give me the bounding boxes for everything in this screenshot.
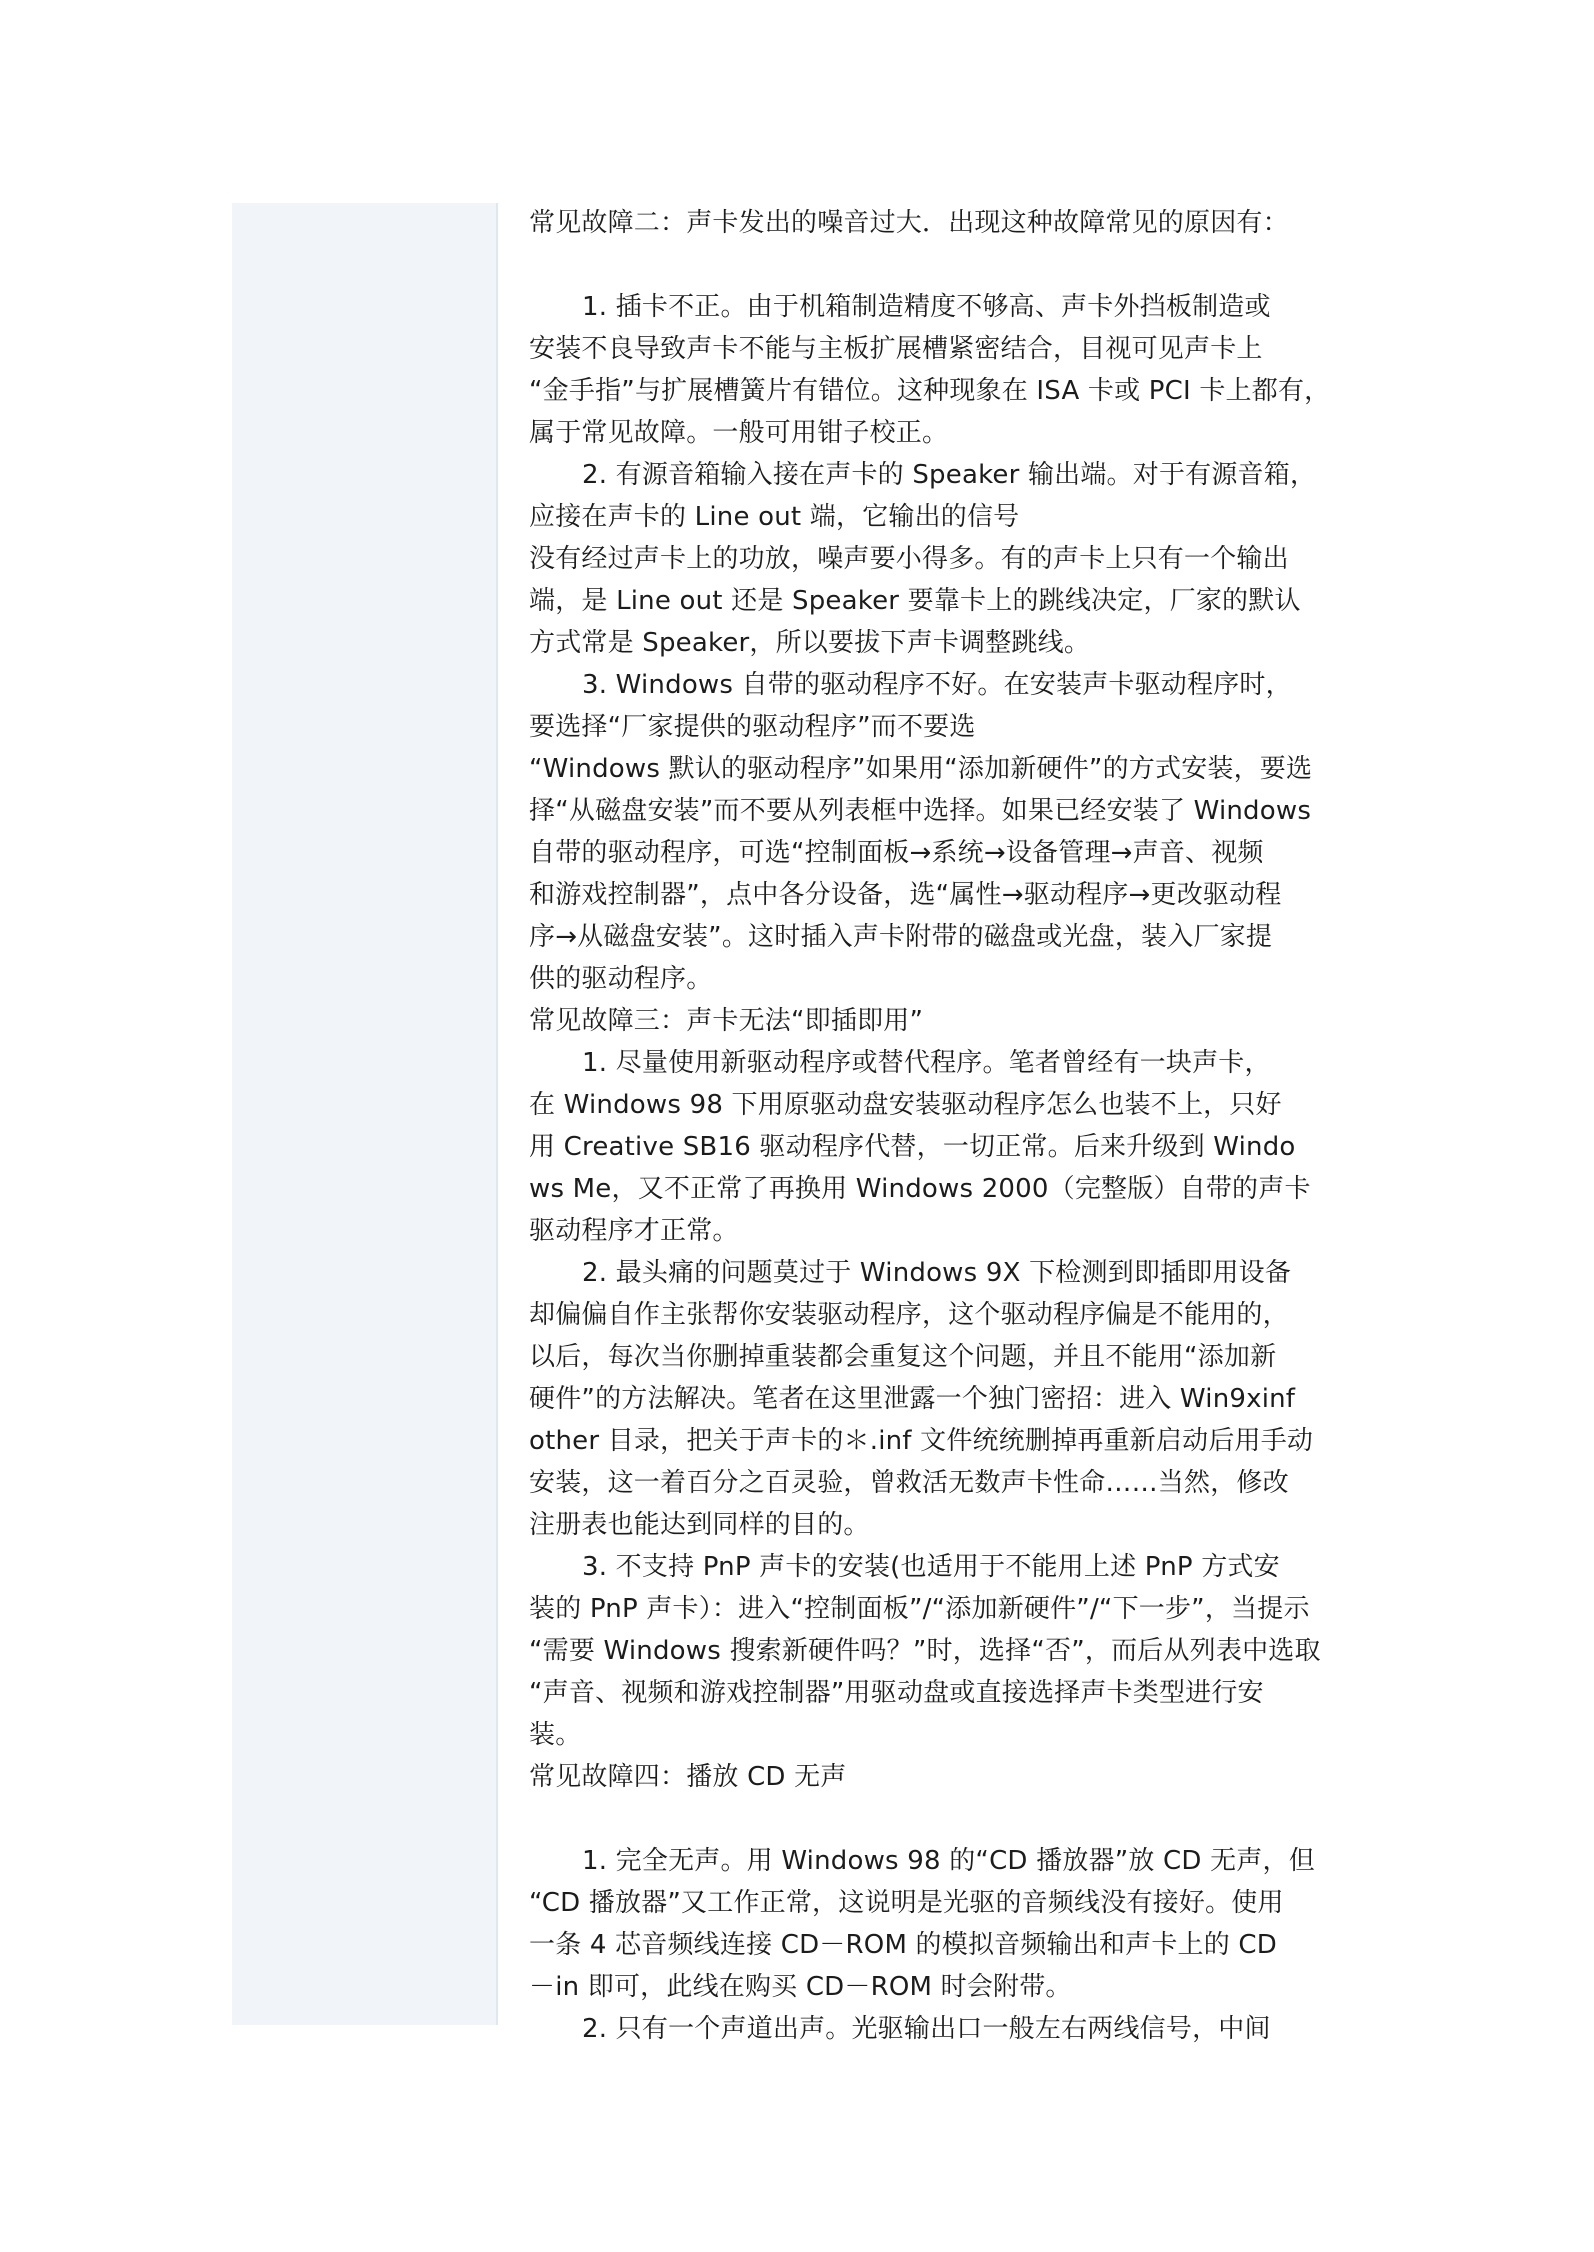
- section-heading: 常见故障二：声卡发出的噪音过大．出现这种故障常见的原因有：: [529, 208, 1289, 238]
- paragraph-line: 方式常是 Speaker，所以要拔下声卡调整跳线。: [529, 628, 1091, 658]
- paragraph-line: 用 Creative SB16 驱动程序代替，一切正常。后来升级到 Windo: [529, 1132, 1296, 1162]
- paragraph-line: 端，是 Line out 还是 Speaker 要靠卡上的跳线决定，厂家的默认: [529, 586, 1301, 616]
- column-divider: [496, 203, 498, 2025]
- paragraph-line: 择“从磁盘安装”而不要从列表框中选择。如果已经安装了 Windows: [529, 796, 1312, 826]
- paragraph-line: 1. 完全无声。用 Windows 98 的“CD 播放器”放 CD 无声，但: [582, 1846, 1315, 1876]
- paragraph-line: 硬件”的方法解决。笔者在这里泄露一个独门密招：进入 Win9xinf: [529, 1384, 1296, 1414]
- paragraph-line: other 目录，把关于声卡的＊.inf 文件统统删掉再重新启动后用手动: [529, 1426, 1314, 1456]
- paragraph-line: －in 即可，此线在购买 CD－ROM 时会附带。: [529, 1972, 1072, 2002]
- paragraph-line: “声音、视频和游戏控制器”用驱动盘或直接选择声卡类型进行安: [529, 1678, 1264, 1708]
- paragraph-line: 一条 4 芯音频线连接 CD－ROM 的模拟音频输出和声卡上的 CD: [529, 1930, 1277, 1960]
- paragraph-line: 3. 不支持 PnP 声卡的安装(也适用于不能用上述 PnP 方式安: [582, 1552, 1280, 1582]
- paragraph-line: 注册表也能达到同样的目的。: [529, 1510, 870, 1540]
- paragraph-line: 安装不良导致声卡不能与主板扩展槽紧密结合，目视可见声卡上: [529, 334, 1263, 364]
- paragraph-line: 3. Windows 自带的驱动程序不好。在安装声卡驱动程序时，: [582, 670, 1292, 700]
- paragraph-line: 供的驱动程序。: [529, 964, 713, 994]
- paragraph-line: 装。: [529, 1720, 582, 1750]
- section-heading: 常见故障四：播放 CD 无声: [529, 1762, 847, 1792]
- paragraph-line: 装的 PnP 声卡）：进入“控制面板”/“添加新硬件”/“下一步”，当提示: [529, 1594, 1310, 1624]
- paragraph-line: 2. 有源音箱输入接在声卡的 Speaker 输出端。对于有源音箱，: [582, 460, 1317, 490]
- paragraph-line: “需要 Windows 搜索新硬件吗？”时，选择“否”，而后从列表中选取: [529, 1636, 1321, 1666]
- paragraph-line: ws Me，又不正常了再换用 Windows 2000（完整版）自带的声卡: [529, 1174, 1311, 1204]
- paragraph-line: 驱动程序才正常。: [529, 1216, 739, 1246]
- paragraph-line: 和游戏控制器”，点中各分设备，选“属性→驱动程序→更改驱动程: [529, 880, 1282, 910]
- paragraph-line: 属于常见故障。一般可用钳子校正。: [529, 418, 949, 448]
- paragraph-line: 以后，每次当你删掉重装都会重复这个问题，并且不能用“添加新: [529, 1342, 1277, 1372]
- paragraph-line: “Windows 默认的驱动程序”如果用“添加新硬件”的方式安装，要选: [529, 754, 1313, 784]
- paragraph-line: “CD 播放器”又工作正常，这说明是光驱的音频线没有接好。使用: [529, 1888, 1284, 1918]
- paragraph-line: 在 Windows 98 下用原驱动盘安装驱动程序怎么也装不上，只好: [529, 1090, 1282, 1120]
- article-body: [529, 203, 1349, 2044]
- paragraph-line: 没有经过声卡上的功放，噪声要小得多。有的声卡上只有一个输出: [529, 544, 1289, 574]
- paragraph-line: 1. 尽量使用新驱动程序或替代程序。笔者曾经有一块声卡，: [582, 1048, 1271, 1078]
- paragraph-line: 应接在声卡的 Line out 端，它输出的信号: [529, 502, 1020, 532]
- paragraph-line: 自带的驱动程序，可选“控制面板→系统→设备管理→声音、视频: [529, 838, 1264, 868]
- paragraph-line: 2. 只有一个声道出声。光驱输出口一般左右两线信号，中间: [582, 2014, 1271, 2044]
- paragraph-line: 序→从磁盘安装”。这时插入声卡附带的磁盘或光盘，装入厂家提: [529, 922, 1273, 952]
- left-sidebar-panel: [232, 203, 496, 2025]
- section-heading: 常见故障三：声卡无法“即插即用”: [529, 1006, 924, 1036]
- paragraph-line: 安装，这一着百分之百灵验，曾救活无数声卡性命……当然，修改: [529, 1468, 1289, 1498]
- paragraph-line: 2. 最头痛的问题莫过于 Windows 9X 下检测到即插即用设备: [582, 1258, 1292, 1288]
- paragraph-line: 要选择“厂家提供的驱动程序”而不要选: [529, 712, 976, 742]
- paragraph-line: 却偏偏自作主张帮你安装驱动程序，这个驱动程序偏是不能用的，: [529, 1300, 1289, 1330]
- paragraph-line: 1. 插卡不正。由于机箱制造精度不够高、声卡外挡板制造或: [582, 292, 1271, 322]
- paragraph-line: “金手指”与扩展槽簧片有错位。这种现象在 ISA 卡或 PCI 卡上都有，: [529, 376, 1331, 406]
